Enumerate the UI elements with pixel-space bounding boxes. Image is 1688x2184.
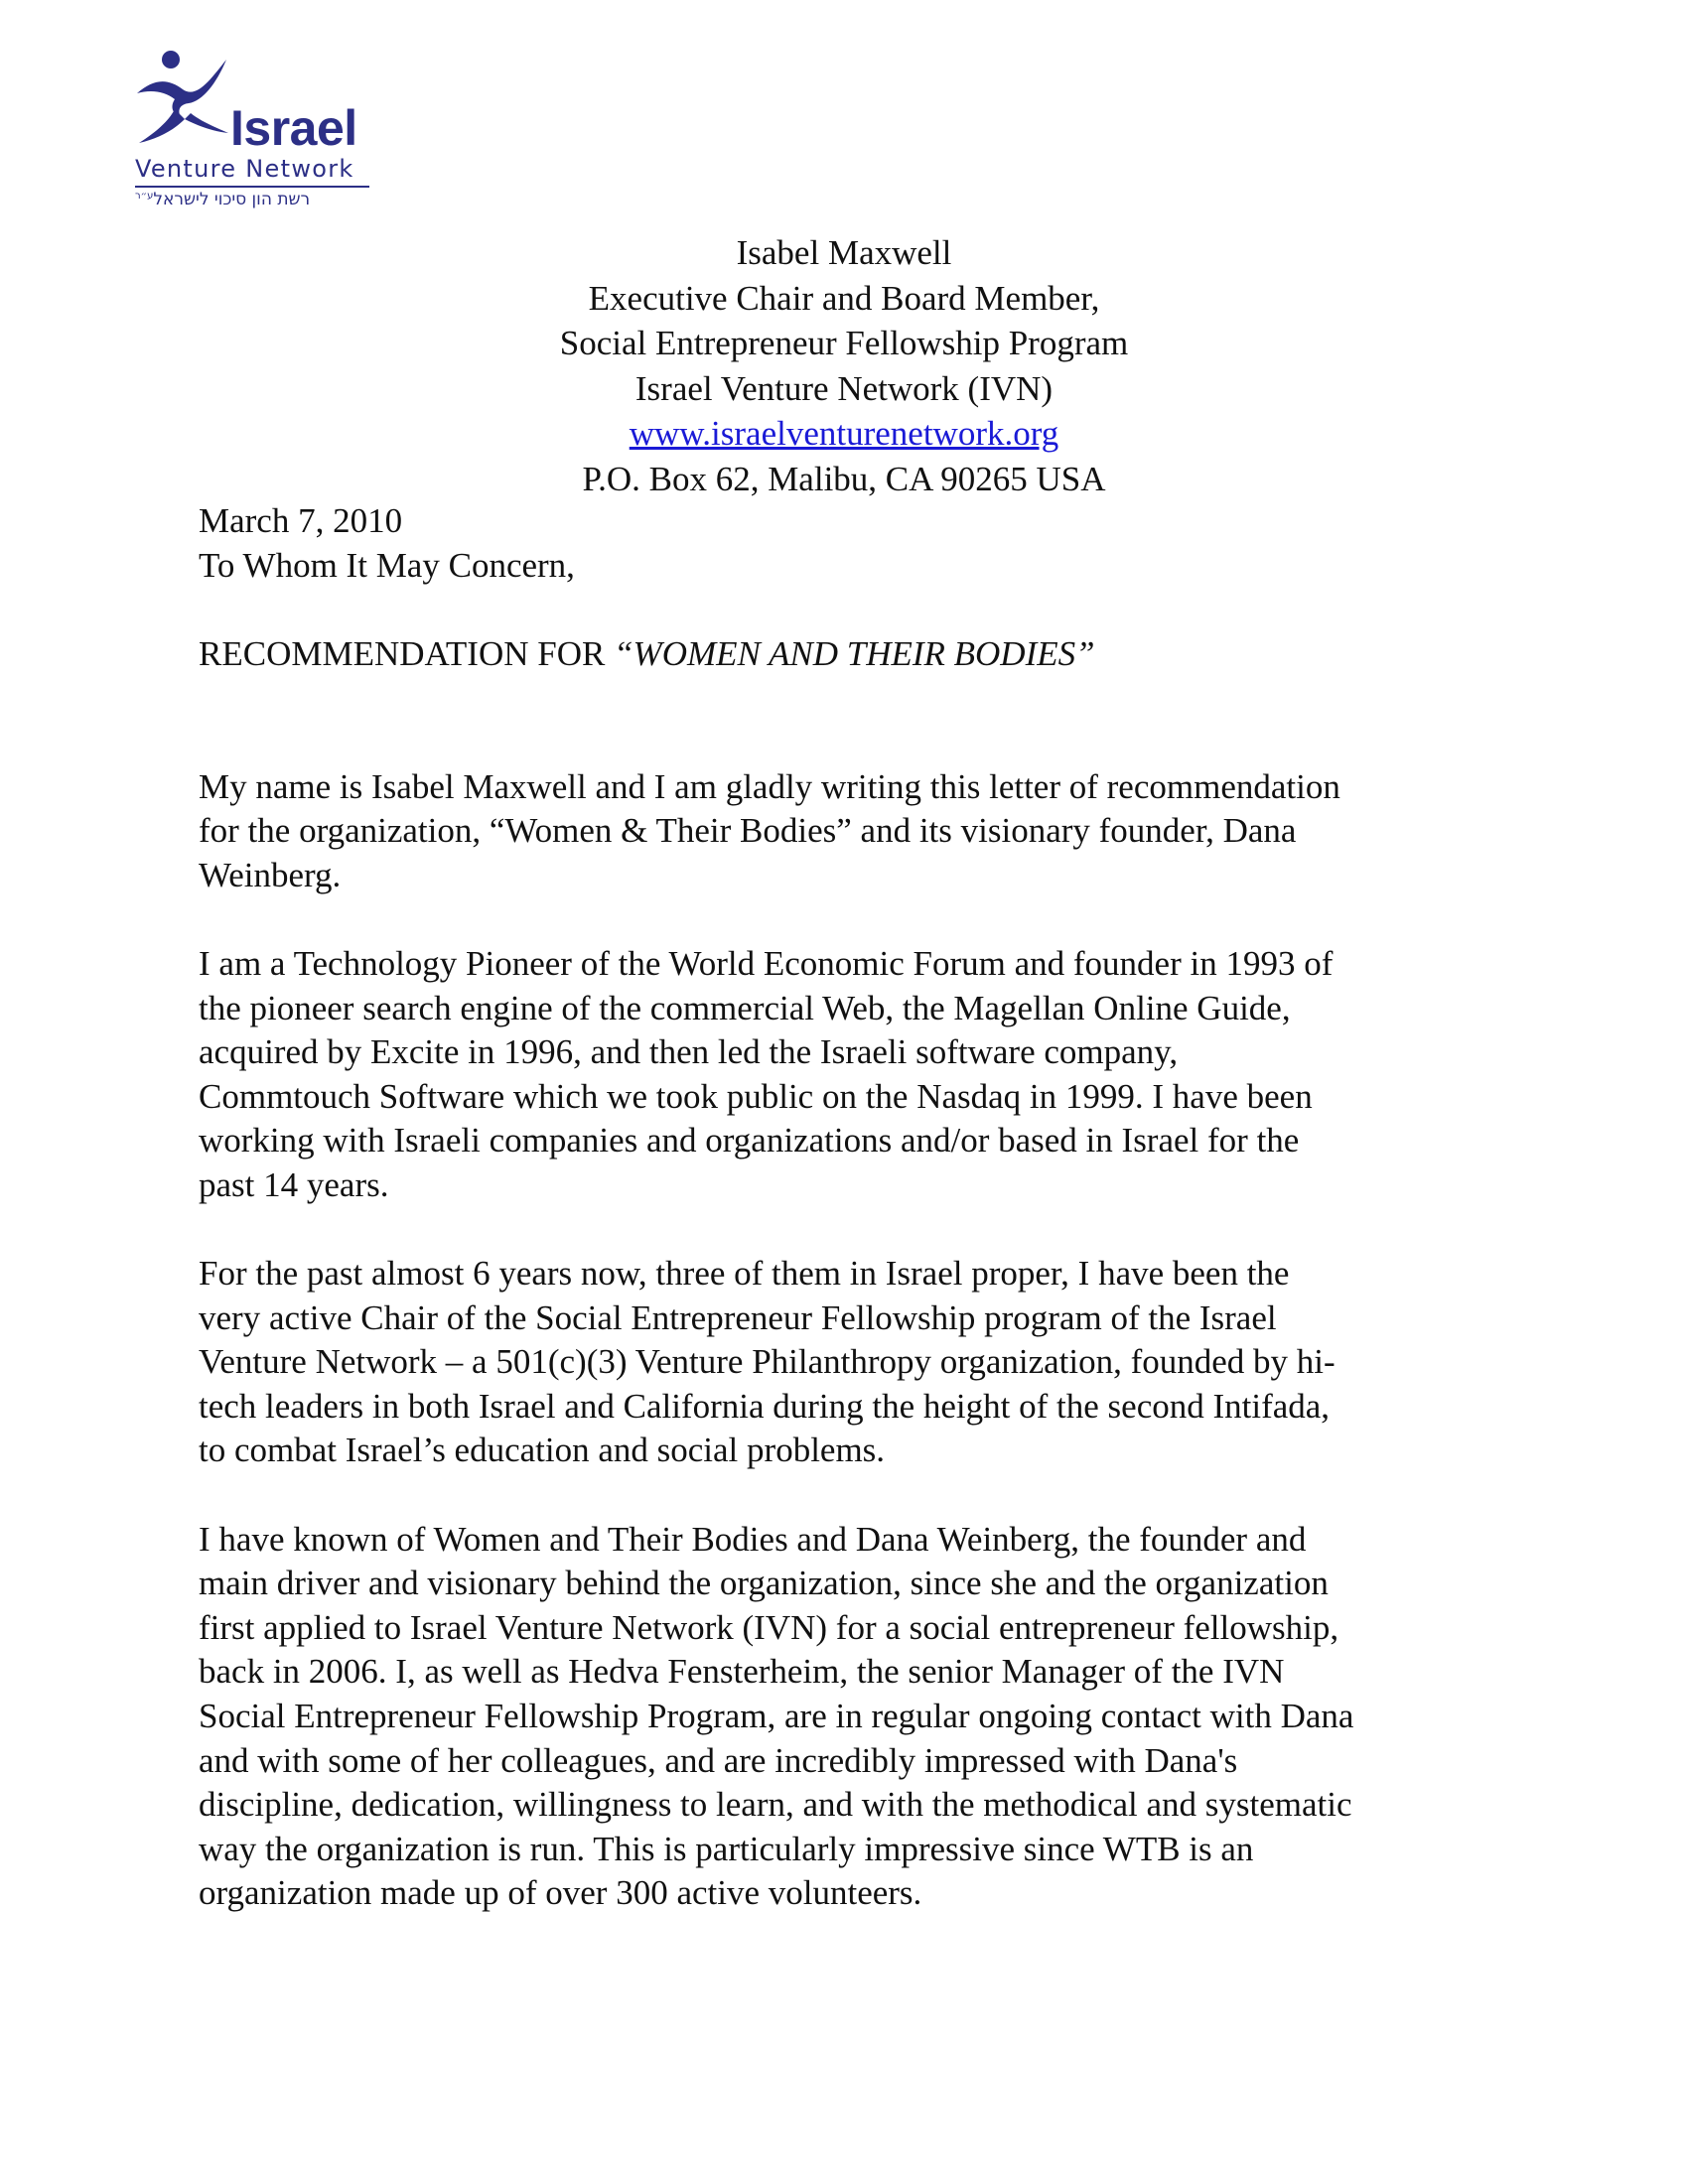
paragraph-line: back in 2006. I, as well as Hedva Fensterheim, the senior Manager of the IVN xyxy=(199,1652,1285,1692)
paragraph-intro xyxy=(199,765,1509,898)
logo-hebrew-tagline xyxy=(135,192,369,208)
paragraph-line: way the organization is run. This is particularly impressive since WTB is an xyxy=(199,1829,1254,1868)
paragraph-line: I have known of Women and Their Bodies and Dana Weinberg, the founder and xyxy=(199,1519,1307,1559)
paragraph-line: main driver and visionary behind the organization, since she and the organization xyxy=(199,1564,1329,1603)
paragraph-line: and with some of her colleagues, and are incredibly impressed with Dana's xyxy=(199,1740,1238,1780)
sender-address: P.O. Box 62, Malibu, CA 90265 USA xyxy=(582,459,1106,498)
paragraph-line: the pioneer search engine of the commercial Web, the Magellan Online Guide, xyxy=(199,988,1291,1027)
paragraph-ivn-role xyxy=(199,1252,1509,1473)
paragraph-line: past 14 years. xyxy=(199,1164,389,1204)
paragraph-line: acquired by Excite in 1996, and then led the Israeli software company, xyxy=(199,1032,1179,1072)
paragraph-line: discipline, dedication, willingness to learn, and with the methodical and systematic xyxy=(199,1785,1352,1825)
paragraph-line: Social Entrepreneur Fellowship Program, are in regular ongoing contact with Dana xyxy=(199,1697,1354,1736)
logo-hebrew-mark: ע״ר xyxy=(135,191,154,202)
paragraph-endorsement xyxy=(199,1518,1509,1916)
letter-date: March 7, 2010 xyxy=(199,501,403,540)
logo-subtitle: Venture Network xyxy=(135,155,354,183)
subject-prefix: RECOMMENDATION FOR xyxy=(199,633,615,673)
ivn-logo xyxy=(131,50,379,213)
logo-divider xyxy=(135,186,369,188)
salutation: To Whom It May Concern, xyxy=(199,545,575,585)
sender-title: Executive Chair and Board Member, xyxy=(588,278,1100,318)
letter-body xyxy=(199,499,1509,1916)
paragraph-line: Commtouch Software which we took public on the Nasdaq in 1999. I have been xyxy=(199,1076,1313,1116)
paragraph-line: tech leaders in both Israel and California during the height of the second Intifada, xyxy=(199,1386,1331,1426)
paragraph-line: to combat Israel’s education and social problems. xyxy=(199,1431,886,1470)
logo-wordmark: Israel xyxy=(230,100,357,156)
paragraph-line: working with Israeli companies and organizations and/or based in Israel for the xyxy=(199,1121,1300,1160)
sender-program: Social Entrepreneur Fellowship Program xyxy=(559,324,1129,362)
paragraph-line: for the organization, “Women & Their Bodies” and its visionary founder, Dana xyxy=(199,811,1297,851)
website-link[interactable]: www.israelventurenetwork.org xyxy=(629,414,1059,453)
paragraph-line: first applied to Israel Venture Network (IVN) for a social entrepreneur fellowship, xyxy=(199,1607,1339,1647)
subject-title: “WOMEN AND THEIR BODIES” xyxy=(614,633,1095,673)
paragraph-line: My name is Isabel Maxwell and I am gladly writing this letter of recommendation xyxy=(199,766,1340,806)
paragraph-line: Weinberg. xyxy=(199,855,342,894)
paragraph-line: Venture Network – a 501(c)(3) Venture Philanthropy organization, founded by hi- xyxy=(199,1342,1336,1382)
subject-line xyxy=(199,632,1509,677)
leaping-figure-icon xyxy=(131,50,240,149)
paragraph-line: For the past almost 6 years now, three of them in Israel proper, I have been the xyxy=(199,1254,1290,1294)
sender-name: Isabel Maxwell xyxy=(736,233,952,272)
sender-organization: Israel Venture Network (IVN) xyxy=(634,368,1054,408)
letterhead xyxy=(0,230,1688,501)
paragraph-background xyxy=(199,942,1509,1208)
logo-hebrew-text: רשת הון סיכוי לישראל xyxy=(153,190,311,209)
paragraph-line: I am a Technology Pioneer of the World Economic Forum and founder in 1993 of xyxy=(199,943,1334,983)
paragraph-line: organization made up of over 300 active volunteers. xyxy=(199,1873,922,1913)
paragraph-line: very active Chair of the Social Entrepreneur Fellowship program of the Israel xyxy=(199,1297,1277,1337)
